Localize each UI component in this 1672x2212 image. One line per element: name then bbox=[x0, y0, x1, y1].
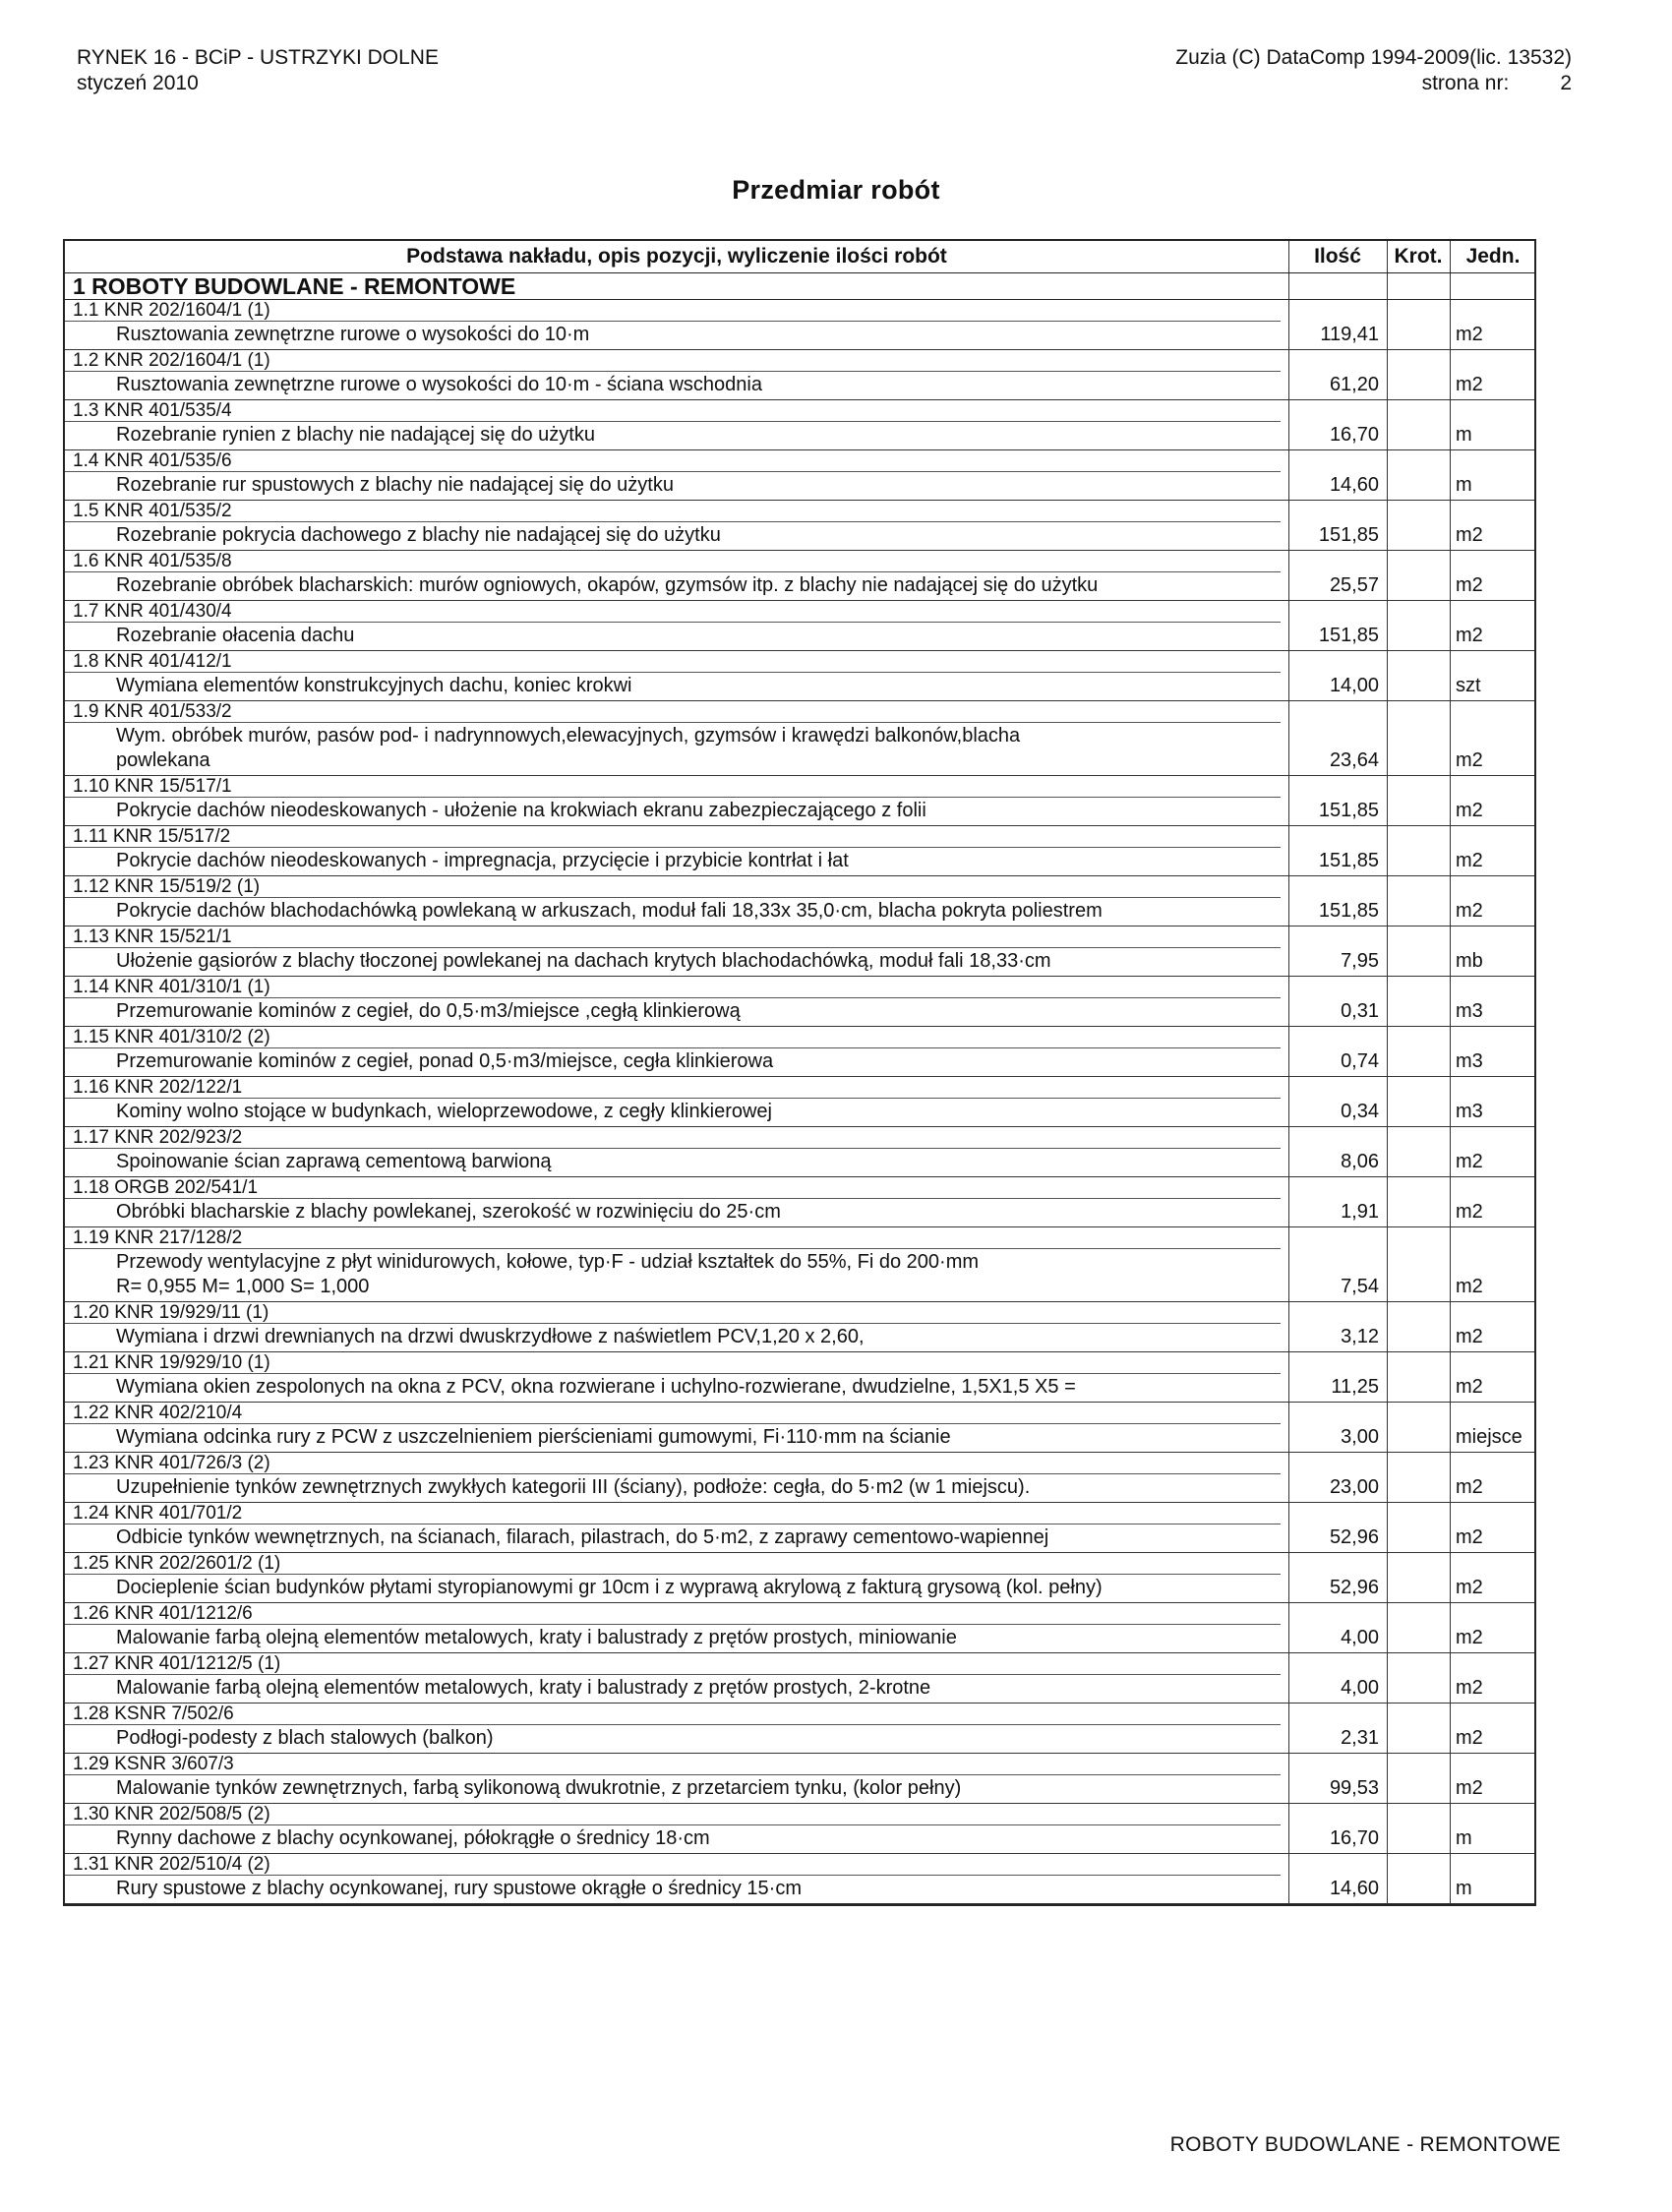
item-quantity: 151,85 bbox=[1318, 800, 1379, 821]
item-body bbox=[65, 898, 1534, 926]
item-description bbox=[65, 1199, 1284, 1226]
item-description bbox=[65, 572, 1284, 600]
item-quantity: 16,70 bbox=[1329, 424, 1379, 446]
project-name: RYNEK 16 - BCiP - USTRZYKI DOLNE bbox=[77, 46, 439, 69]
item-quantity: 151,85 bbox=[1318, 524, 1379, 546]
item-quantity: 7,54 bbox=[1341, 1276, 1379, 1297]
table-row bbox=[65, 400, 1534, 450]
item-body bbox=[65, 948, 1534, 976]
table-row bbox=[65, 876, 1534, 927]
item-description-line: Malowanie tynków zewnętrznych, farbą sylikonową dwukrotnie, z przetarciem tynku, (kolor pełny) bbox=[116, 1777, 962, 1799]
item-unit: m2 bbox=[1456, 324, 1483, 345]
item-unit: m2 bbox=[1456, 1677, 1483, 1699]
item-description bbox=[65, 1249, 1284, 1301]
item-description bbox=[65, 1725, 1284, 1753]
item-quantity: 52,96 bbox=[1329, 1526, 1379, 1548]
item-description-line: Rozebranie rynien z blachy nie nadającej się do użytku bbox=[116, 424, 595, 446]
item-description bbox=[65, 1825, 1284, 1853]
item-unit: m2 bbox=[1456, 900, 1483, 922]
item-unit: mb bbox=[1456, 950, 1483, 972]
item-description-line: Przemurowanie kominów z cegieł, do 0,5·m3/miejsce ,cegłą klinkierową bbox=[116, 1000, 741, 1022]
item-unit: m2 bbox=[1456, 625, 1483, 646]
item-description-line: Spoinowanie ścian zaprawą cementową barwioną bbox=[116, 1151, 552, 1172]
item-description-line: Wymiana odcinka rury z PCW z uszczelnieniem pierścieniami gumowymi, Fi·110·mm na ścianie bbox=[116, 1426, 951, 1448]
table-row bbox=[65, 927, 1534, 977]
item-body bbox=[65, 1374, 1534, 1402]
table-row bbox=[65, 1352, 1534, 1403]
item-quantity: 16,70 bbox=[1329, 1827, 1379, 1849]
item-body bbox=[65, 372, 1534, 399]
item-code: 1.16 KNR 202/122/1 bbox=[65, 1077, 1281, 1099]
table-row bbox=[65, 601, 1534, 651]
item-code: 1.31 KNR 202/510/4 (2) bbox=[65, 1854, 1281, 1876]
item-description bbox=[65, 1675, 1284, 1703]
item-body bbox=[65, 1876, 1534, 1903]
item-quantity: 0,74 bbox=[1341, 1050, 1379, 1072]
table-row bbox=[65, 450, 1534, 501]
document-date: styczeń 2010 bbox=[77, 72, 199, 94]
item-body bbox=[65, 1048, 1534, 1076]
item-code: 1.15 KNR 401/310/2 (2) bbox=[65, 1027, 1281, 1048]
item-code: 1.13 KNR 15/521/1 bbox=[65, 927, 1281, 948]
item-code: 1.2 KNR 202/1604/1 (1) bbox=[65, 350, 1281, 372]
table-row bbox=[65, 1302, 1534, 1352]
item-quantity: 7,95 bbox=[1341, 950, 1379, 972]
item-body bbox=[65, 1775, 1534, 1803]
table-row bbox=[65, 1603, 1534, 1653]
column-header-quantity: Ilość bbox=[1314, 245, 1361, 268]
item-description-line: Podłogi-podesty z blach stalowych (balkon) bbox=[116, 1727, 494, 1749]
item-body bbox=[65, 1825, 1534, 1853]
item-description bbox=[65, 1775, 1284, 1803]
item-description-line: Rusztowania zewnętrzne rurowe o wysokości do 10·m - ściana wschodnia bbox=[116, 374, 762, 395]
item-code: 1.8 KNR 401/412/1 bbox=[65, 651, 1281, 673]
table-row bbox=[65, 1453, 1534, 1503]
item-description bbox=[65, 372, 1284, 399]
item-description-line: Rury spustowe z blachy ocynkowanej, rury spustowe okrągłe o średnicy 15·cm bbox=[116, 1878, 802, 1899]
item-description-line: Pokrycie dachów nieodeskowanych - impregnacja, przycięcie i przybicie kontrłat i łat bbox=[116, 850, 849, 871]
item-description bbox=[65, 1048, 1284, 1076]
item-quantity: 25,57 bbox=[1329, 574, 1379, 596]
item-code: 1.22 KNR 402/210/4 bbox=[65, 1403, 1281, 1424]
item-quantity: 0,34 bbox=[1341, 1101, 1379, 1122]
item-quantity: 3,12 bbox=[1341, 1326, 1379, 1347]
item-quantity: 3,00 bbox=[1341, 1426, 1379, 1448]
item-quantity: 1,91 bbox=[1341, 1201, 1379, 1223]
item-description bbox=[65, 1625, 1284, 1652]
item-unit: m2 bbox=[1456, 1526, 1483, 1548]
item-code: 1.11 KNR 15/517/2 bbox=[65, 826, 1281, 848]
item-description bbox=[65, 1099, 1284, 1126]
item-unit: m3 bbox=[1456, 1101, 1483, 1122]
item-description-line: Przemurowanie kominów z cegieł, ponad 0,5·m3/miejsce, cegła klinkierowa bbox=[116, 1050, 774, 1072]
item-description bbox=[65, 673, 1284, 700]
cost-table bbox=[63, 239, 1536, 1906]
item-quantity: 151,85 bbox=[1318, 850, 1379, 871]
table-header bbox=[65, 241, 1534, 273]
item-unit: m2 bbox=[1456, 1727, 1483, 1749]
item-description-line: Pokrycie dachów nieodeskowanych - ułożenie na krokwiach ekranu zabezpieczającego z folii bbox=[116, 800, 926, 821]
item-code: 1.29 KSNR 3/607/3 bbox=[65, 1754, 1281, 1775]
item-description bbox=[65, 322, 1284, 349]
item-description-line: Kominy wolno stojące w budynkach, wieloprzewodowe, z cegły klinkierowej bbox=[116, 1101, 772, 1122]
header-left bbox=[77, 45, 439, 96]
table-row bbox=[65, 977, 1534, 1027]
item-description bbox=[65, 522, 1284, 550]
item-description-line: powlekana bbox=[116, 749, 210, 771]
item-description-line: Docieplenie ścian budynków płytami styropianowymi gr 10cm i z wyprawą akrylową z fakturą grysową (kol. pełny) bbox=[116, 1577, 1103, 1598]
item-quantity: 14,00 bbox=[1329, 675, 1379, 696]
table-row bbox=[65, 1804, 1534, 1854]
item-unit: miejsce bbox=[1456, 1426, 1523, 1448]
item-description bbox=[65, 1374, 1284, 1402]
item-description bbox=[65, 472, 1284, 500]
item-body bbox=[65, 472, 1534, 500]
item-description bbox=[65, 1575, 1284, 1602]
item-quantity: 0,31 bbox=[1341, 1000, 1379, 1022]
section-row bbox=[65, 273, 1534, 300]
table-row bbox=[65, 776, 1534, 826]
column-header-description: Podstawa nakładu, opis pozycji, wyliczenie ilości robót bbox=[406, 245, 947, 268]
document-title: Przedmiar robót bbox=[732, 175, 940, 205]
item-description-line: Ułożenie gąsiorów z blachy tłoczonej powlekanej na dachach krytych blachodachówką, moduł fali 18,33·cm bbox=[116, 950, 1051, 972]
item-description bbox=[65, 898, 1284, 926]
item-unit: m2 bbox=[1456, 1276, 1483, 1297]
item-body bbox=[65, 1625, 1534, 1652]
item-unit: m2 bbox=[1456, 574, 1483, 596]
item-unit: m2 bbox=[1456, 1577, 1483, 1598]
item-unit: m bbox=[1456, 424, 1472, 446]
item-description-line: Rozebranie obróbek blacharskich: murów ogniowych, okapów, gzymsów itp. z blachy nie nadającej się do użytku bbox=[116, 574, 1099, 596]
table-row bbox=[65, 300, 1534, 350]
item-code: 1.21 KNR 19/929/10 (1) bbox=[65, 1352, 1281, 1374]
item-body bbox=[65, 422, 1534, 449]
item-description-line: Uzupełnienie tynków zewnętrznych zwykłych kategorii III (ściany), podłoże: cegła, do 5·m2 (w 1 miejscu). bbox=[116, 1476, 1031, 1498]
item-description-line: Rozebranie ołacenia dachu bbox=[116, 625, 355, 646]
item-code: 1.14 KNR 401/310/1 (1) bbox=[65, 977, 1281, 998]
item-unit: m2 bbox=[1456, 850, 1483, 871]
table-row bbox=[65, 1754, 1534, 1804]
page-number: 2 bbox=[1560, 72, 1572, 94]
item-description-line: Rynny dachowe z blachy ocynkowanej, półokrągłe o średnicy 18·cm bbox=[116, 1827, 710, 1849]
item-unit: m bbox=[1456, 1827, 1472, 1849]
item-description-line: R= 0,955 M= 1,000 S= 1,000 bbox=[116, 1276, 370, 1297]
item-code: 1.17 KNR 202/923/2 bbox=[65, 1127, 1281, 1149]
item-description bbox=[65, 1149, 1284, 1176]
item-description-line: Rusztowania zewnętrzne rurowe o wysokości do 10·m bbox=[116, 324, 590, 345]
item-body bbox=[65, 1725, 1534, 1753]
item-body bbox=[65, 723, 1534, 775]
item-code: 1.30 KNR 202/508/5 (2) bbox=[65, 1804, 1281, 1825]
item-quantity: 151,85 bbox=[1318, 900, 1379, 922]
table-body bbox=[65, 300, 1534, 1904]
item-description-line: Wymiana i drzwi drewnianych na drzwi dwuskrzydłowe z naświetlem PCV,1,20 x 2,60, bbox=[116, 1326, 865, 1347]
item-description bbox=[65, 723, 1284, 775]
item-code: 1.4 KNR 401/535/6 bbox=[65, 450, 1281, 472]
item-code: 1.27 KNR 401/1212/5 (1) bbox=[65, 1653, 1281, 1675]
item-unit: m2 bbox=[1456, 524, 1483, 546]
item-unit: m bbox=[1456, 474, 1472, 496]
item-code: 1.19 KNR 217/128/2 bbox=[65, 1227, 1281, 1249]
item-description bbox=[65, 623, 1284, 650]
item-unit: m2 bbox=[1456, 749, 1483, 771]
item-code: 1.28 KSNR 7/502/6 bbox=[65, 1704, 1281, 1725]
item-description bbox=[65, 848, 1284, 875]
item-description-line: Wymiana elementów konstrukcyjnych dachu, koniec krokwi bbox=[116, 675, 632, 696]
item-description bbox=[65, 998, 1284, 1026]
item-code: 1.12 KNR 15/519/2 (1) bbox=[65, 876, 1281, 898]
item-quantity: 4,00 bbox=[1341, 1677, 1379, 1699]
item-body bbox=[65, 1324, 1534, 1351]
item-code: 1.23 KNR 401/726/3 (2) bbox=[65, 1453, 1281, 1474]
item-description bbox=[65, 1324, 1284, 1351]
item-quantity: 151,85 bbox=[1318, 625, 1379, 646]
item-code: 1.9 KNR 401/533/2 bbox=[65, 701, 1281, 723]
item-code: 1.6 KNR 401/535/8 bbox=[65, 551, 1281, 572]
column-header-krot: Krot. bbox=[1394, 245, 1443, 268]
table-row bbox=[65, 701, 1534, 776]
table-row bbox=[65, 1027, 1534, 1077]
item-quantity: 99,53 bbox=[1329, 1777, 1379, 1799]
section-title: 1 ROBOTY BUDOWLANE - REMONTOWE bbox=[73, 273, 516, 299]
item-body bbox=[65, 1249, 1534, 1301]
item-body bbox=[65, 1575, 1534, 1602]
item-code: 1.25 KNR 202/2601/2 (1) bbox=[65, 1553, 1281, 1575]
item-body bbox=[65, 522, 1534, 550]
column-header-unit: Jedn. bbox=[1465, 245, 1521, 268]
item-unit: m2 bbox=[1456, 1476, 1483, 1498]
table-row bbox=[65, 551, 1534, 601]
table-row bbox=[65, 826, 1534, 876]
page-footer: ROBOTY BUDOWLANE - REMONTOWE bbox=[1169, 2133, 1561, 2156]
item-description-line: Odbicie tynków wewnętrznych, na ścianach, filarach, pilastrach, do 5·m2, z zaprawy cementowo-wapiennej bbox=[116, 1526, 1049, 1548]
item-unit: m2 bbox=[1456, 1326, 1483, 1347]
table-row bbox=[65, 350, 1534, 400]
item-body bbox=[65, 998, 1534, 1026]
item-code: 1.5 KNR 401/535/2 bbox=[65, 501, 1281, 522]
software-credit: Zuzia (C) DataComp 1994-2009(lic. 13532) bbox=[1175, 46, 1572, 69]
table-row bbox=[65, 1704, 1534, 1754]
item-description bbox=[65, 798, 1284, 825]
page-label: strona nr: bbox=[1421, 72, 1510, 94]
item-code: 1.1 KNR 202/1604/1 (1) bbox=[65, 300, 1281, 322]
item-description bbox=[65, 1876, 1284, 1903]
item-description bbox=[65, 1524, 1284, 1552]
item-code: 1.7 KNR 401/430/4 bbox=[65, 601, 1281, 623]
table-row bbox=[65, 1653, 1534, 1704]
item-body bbox=[65, 572, 1534, 600]
table-row bbox=[65, 1503, 1534, 1553]
item-unit: m2 bbox=[1456, 1376, 1483, 1398]
table-row bbox=[65, 1403, 1534, 1453]
item-quantity: 8,06 bbox=[1341, 1151, 1379, 1172]
item-unit: m2 bbox=[1456, 800, 1483, 821]
item-code: 1.18 ORGB 202/541/1 bbox=[65, 1177, 1281, 1199]
table-row bbox=[65, 1227, 1534, 1302]
item-quantity: 23,00 bbox=[1329, 1476, 1379, 1498]
item-body bbox=[65, 623, 1534, 650]
item-body bbox=[65, 1675, 1534, 1703]
item-quantity: 2,31 bbox=[1341, 1727, 1379, 1749]
item-code: 1.24 KNR 401/701/2 bbox=[65, 1503, 1281, 1524]
table-row bbox=[65, 1177, 1534, 1227]
table-row bbox=[65, 1854, 1534, 1904]
item-quantity: 4,00 bbox=[1341, 1627, 1379, 1648]
item-description-line: Wym. obróbek murów, pasów pod- i nadrynnowych,elewacyjnych, gzymsów i krawędzi balkonów,blacha bbox=[116, 725, 1021, 747]
item-unit: szt bbox=[1456, 675, 1481, 696]
item-description bbox=[65, 1424, 1284, 1452]
item-description-line: Pokrycie dachów blachodachówką powlekaną w arkuszach, moduł fali 18,33x 35,0·cm, blacha pokryta poliestrem bbox=[116, 900, 1103, 922]
item-description-line: Rozebranie rur spustowych z blachy nie nadającej się do użytku bbox=[116, 474, 674, 496]
item-description-line: Malowanie farbą olejną elementów metalowych, kraty i balustrady z prętów prostych, 2-krotne bbox=[116, 1677, 931, 1699]
item-description bbox=[65, 422, 1284, 449]
item-quantity: 119,41 bbox=[1320, 324, 1379, 345]
item-description-line: Rozebranie pokrycia dachowego z blachy nie nadającej się do użytku bbox=[116, 524, 721, 546]
item-body bbox=[65, 673, 1534, 700]
item-body bbox=[65, 1524, 1534, 1552]
table-row bbox=[65, 651, 1534, 701]
item-body bbox=[65, 1099, 1534, 1126]
item-quantity: 11,25 bbox=[1331, 1376, 1379, 1398]
item-unit: m2 bbox=[1456, 1151, 1483, 1172]
item-unit: m2 bbox=[1456, 1201, 1483, 1223]
item-quantity: 14,60 bbox=[1329, 474, 1379, 496]
item-quantity: 52,96 bbox=[1329, 1577, 1379, 1598]
item-body bbox=[65, 1149, 1534, 1176]
item-unit: m2 bbox=[1456, 1627, 1483, 1648]
item-quantity: 23,64 bbox=[1329, 749, 1379, 771]
table-row bbox=[65, 1077, 1534, 1127]
item-body bbox=[65, 322, 1534, 349]
header-right bbox=[1131, 45, 1572, 96]
item-description-line: Obróbki blacharskie z blachy powlekanej, szerokość w rozwinięciu do 25·cm bbox=[116, 1201, 781, 1223]
item-description-line: Malowanie farbą olejną elementów metalowych, kraty i balustrady z prętów prostych, miniowanie bbox=[116, 1627, 957, 1648]
item-unit: m3 bbox=[1456, 1050, 1483, 1072]
item-code: 1.20 KNR 19/929/11 (1) bbox=[65, 1302, 1281, 1324]
item-description-line: Wymiana okien zespolonych na okna z PCV, okna rozwierane i uchylno-rozwierane, dwudzielne, 1,5X1,5 X5 = bbox=[116, 1376, 1076, 1398]
item-description bbox=[65, 948, 1284, 976]
item-body bbox=[65, 848, 1534, 875]
item-description bbox=[65, 1474, 1284, 1502]
item-quantity: 61,20 bbox=[1329, 374, 1379, 395]
item-code: 1.10 KNR 15/517/1 bbox=[65, 776, 1281, 798]
table-row bbox=[65, 1127, 1534, 1177]
page-number-line bbox=[1131, 71, 1572, 96]
item-body bbox=[65, 1474, 1534, 1502]
table-row bbox=[65, 501, 1534, 551]
item-unit: m3 bbox=[1456, 1000, 1483, 1022]
item-quantity: 14,60 bbox=[1329, 1878, 1379, 1899]
item-unit: m2 bbox=[1456, 1777, 1483, 1799]
item-unit: m bbox=[1456, 1878, 1472, 1899]
item-unit: m2 bbox=[1456, 374, 1483, 395]
item-body bbox=[65, 798, 1534, 825]
item-code: 1.26 KNR 401/1212/6 bbox=[65, 1603, 1281, 1625]
item-description-line: Przewody wentylacyjne z płyt winidurowych, kołowe, typ·F - udział kształtek do 55%, Fi do 200·mm bbox=[116, 1251, 980, 1273]
item-body bbox=[65, 1199, 1534, 1226]
item-code: 1.3 KNR 401/535/4 bbox=[65, 400, 1281, 422]
table-row bbox=[65, 1553, 1534, 1603]
item-body bbox=[65, 1424, 1534, 1452]
